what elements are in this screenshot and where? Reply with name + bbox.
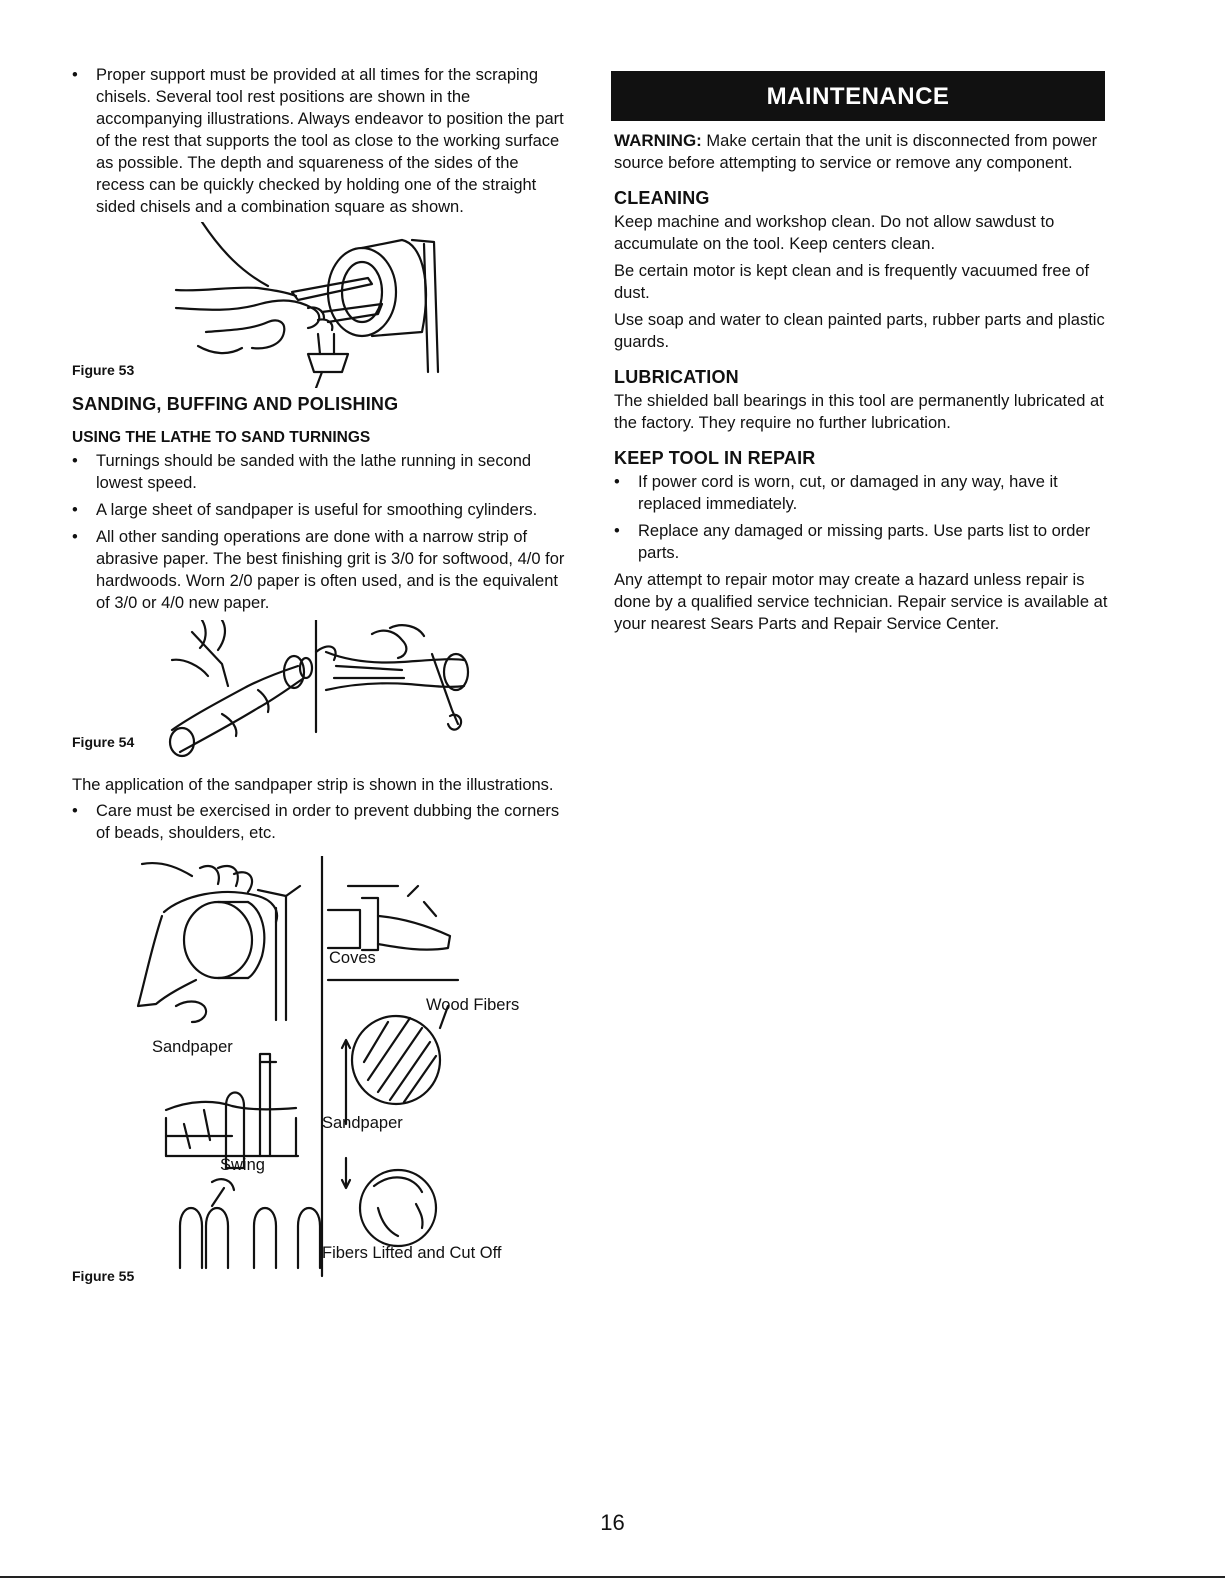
- left-column: [72, 64, 568, 1306]
- figure-55: [72, 856, 568, 1306]
- bottom-rule: [0, 1576, 1225, 1578]
- coves-label: Coves: [329, 949, 376, 967]
- repair-text: Any attempt to repair motor may create a hazard unless repair is done by a qualified service technician. Repair service is available at your nearest Sears Parts and Repair Service Center.: [614, 571, 1108, 633]
- figure-53-illustration: [72, 222, 568, 388]
- figure-54-illustration: [72, 620, 568, 762]
- repair-bullet: • Replace any damaged or missing parts. Use parts list to order parts.: [614, 520, 1119, 564]
- subsection-title: USING THE LATHE TO SAND TURNINGS: [72, 429, 371, 446]
- intro-bullet: • Proper support must be provided at all times for the scraping chisels. Several tool rest positions are shown in the accompanying illustrations. Always endeavor to position the part of the rest that supports the tool as close to the working surface as possible. The depth and squareness of the sides of the recess can be quickly checked by holding one of the straight sided chisels and a combination square as shown.: [72, 64, 568, 218]
- cleaning-title: CLEANING: [614, 188, 710, 208]
- sandpaper-label-right: Sandpaper: [322, 1114, 403, 1132]
- right-column: [614, 71, 1119, 635]
- wood-fibers-label: Wood Fibers: [426, 996, 520, 1014]
- repair-title: KEEP TOOL IN REPAIR: [614, 448, 816, 468]
- figure-54: [72, 620, 568, 762]
- cleaning-paragraph: Be certain motor is kept clean and is frequently vacuumed free of dust.: [614, 262, 1090, 302]
- figure-55-label: Figure 55: [72, 1268, 135, 1284]
- sanding-bullet: • A large sheet of sandpaper is useful for smoothing cylinders.: [72, 499, 568, 521]
- warning-lead: WARNING:: [614, 131, 702, 150]
- sanding-bullet: • All other sanding operations are done with a narrow strip of abrasive paper. The best finishing grit is 3/0 for softwood, 4/0 for hardwoods. Worn 2/0 paper is often used, and is the equivalent of 3/0 or 4/0 new paper.: [72, 526, 568, 614]
- figure-54-label: Figure 54: [72, 734, 135, 750]
- sanding-list: [72, 450, 568, 614]
- intro-list: [72, 64, 568, 218]
- sandpaper-label-left: Sandpaper: [152, 1038, 233, 1056]
- care-list: [72, 800, 568, 844]
- swing-label: Swing: [220, 1156, 265, 1174]
- sanding-bullet: • Turnings should be sanded with the lathe running in second lowest speed.: [72, 450, 568, 494]
- lubrication-title: LUBRICATION: [614, 367, 739, 387]
- figure-53: [72, 222, 568, 388]
- maintenance-banner: MAINTENANCE: [611, 71, 1105, 121]
- page-number: 16: [600, 1510, 625, 1535]
- repair-bullet: • If power cord is worn, cut, or damaged in any way, have it replaced immediately.: [614, 471, 1119, 515]
- cleaning-paragraph: Keep machine and workshop clean. Do not allow sawdust to accumulate on the tool. Keep centers clean.: [614, 213, 1055, 253]
- cleaning-paragraph: Use soap and water to clean painted parts, rubber parts and plastic guards.: [614, 311, 1105, 351]
- figure-53-label: Figure 53: [72, 362, 135, 378]
- warning-body: Make certain that the unit is disconnected from power source before attempting to service or remove any component.: [614, 132, 1098, 172]
- repair-list: [614, 471, 1119, 564]
- application-text: The application of the sandpaper strip is shown in the illustrations.: [72, 776, 554, 794]
- fibers-cut-label: Fibers Lifted and Cut Off: [322, 1244, 502, 1262]
- lubrication-text: The shielded ball bearings in this tool are permanently lubricated at the factory. They require no further lubrication.: [614, 392, 1104, 432]
- figure-55-illustration: [72, 856, 568, 1306]
- section-title: SANDING, BUFFING AND POLISHING: [72, 394, 399, 414]
- care-bullet: • Care must be exercised in order to prevent dubbing the corners of beads, shoulders, etc.: [72, 800, 568, 844]
- warning-text: [614, 130, 1119, 174]
